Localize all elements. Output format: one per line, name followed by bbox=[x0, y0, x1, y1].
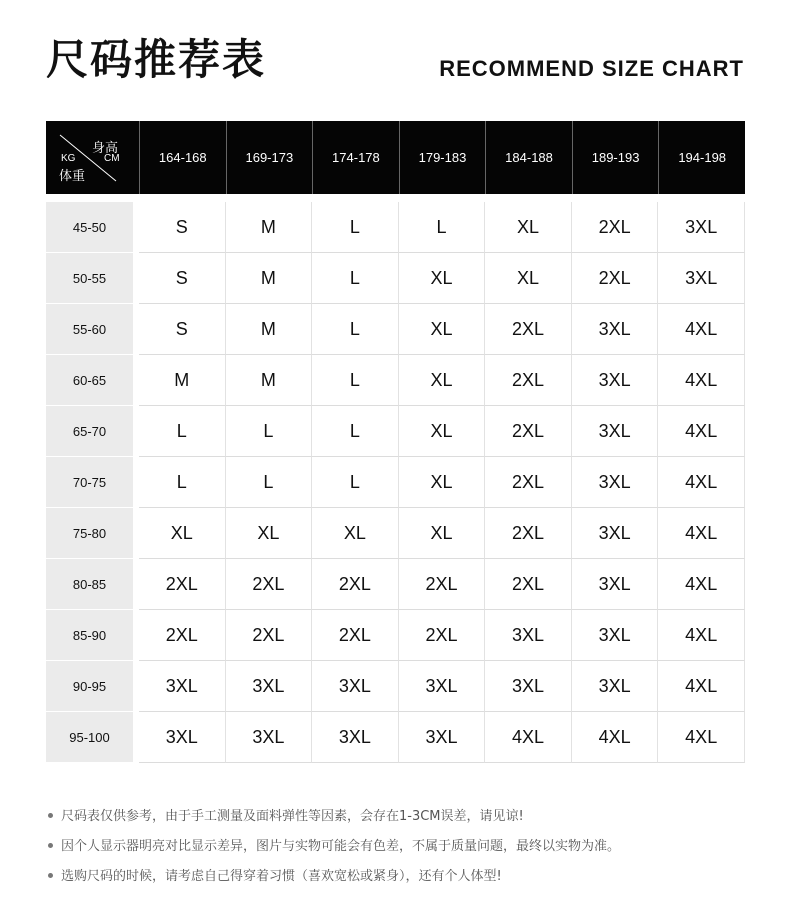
size-cell: XL bbox=[139, 508, 226, 559]
table-row bbox=[46, 661, 745, 712]
size-cell: 2XL bbox=[485, 304, 572, 355]
size-cell: L bbox=[226, 406, 313, 457]
size-cell: 3XL bbox=[572, 457, 659, 508]
table-row bbox=[46, 457, 745, 508]
size-cell: XL bbox=[485, 202, 572, 253]
page-title: 尺码推荐表 bbox=[46, 35, 267, 84]
height-column-header: 184-188 bbox=[485, 121, 572, 194]
size-cell: 2XL bbox=[485, 406, 572, 457]
size-cell: XL bbox=[312, 508, 399, 559]
size-cell: 3XL bbox=[485, 661, 572, 712]
weight-range-cell: 55-60 bbox=[46, 304, 139, 355]
size-cell: 2XL bbox=[399, 559, 486, 610]
bullet-icon bbox=[48, 843, 53, 848]
size-cell: M bbox=[226, 202, 313, 253]
size-cell: 3XL bbox=[226, 661, 313, 712]
size-cell: L bbox=[312, 202, 399, 253]
size-cell: 2XL bbox=[312, 610, 399, 661]
size-cell: 3XL bbox=[312, 712, 399, 763]
size-cell: L bbox=[312, 355, 399, 406]
size-cell: 4XL bbox=[658, 559, 745, 610]
note-text: 选购尺码的时候，请考虑自己得穿着习惯（喜欢宽松或紧身），还有个人体型! bbox=[61, 869, 502, 884]
size-cell: 3XL bbox=[572, 610, 659, 661]
table-row bbox=[46, 712, 745, 763]
size-cell: XL bbox=[399, 253, 486, 304]
size-cell: 3XL bbox=[658, 253, 745, 304]
size-cell: S bbox=[139, 253, 226, 304]
size-cell: L bbox=[139, 406, 226, 457]
size-cell: 2XL bbox=[139, 610, 226, 661]
size-cell: XL bbox=[485, 253, 572, 304]
size-cell: XL bbox=[399, 355, 486, 406]
notes-list bbox=[46, 802, 620, 892]
table-row bbox=[46, 253, 745, 304]
size-cell: 2XL bbox=[312, 559, 399, 610]
size-cell: L bbox=[139, 457, 226, 508]
size-cell: XL bbox=[399, 406, 486, 457]
table-row bbox=[46, 508, 745, 559]
size-cell: M bbox=[226, 253, 313, 304]
weight-unit: KG bbox=[61, 153, 76, 164]
size-cell: 2XL bbox=[572, 202, 659, 253]
table-row bbox=[46, 304, 745, 355]
size-cell: 3XL bbox=[399, 661, 486, 712]
size-cell: 4XL bbox=[485, 712, 572, 763]
size-cell: L bbox=[312, 406, 399, 457]
size-cell: XL bbox=[226, 508, 313, 559]
weight-range-cell: 60-65 bbox=[46, 355, 139, 406]
size-cell: 4XL bbox=[572, 712, 659, 763]
note-text: 因个人显示器明亮对比显示差异，图片与实物可能会有色差，不属于质量问题，最终以实物为准。 bbox=[61, 839, 621, 854]
table-row bbox=[46, 406, 745, 457]
size-cell: L bbox=[312, 457, 399, 508]
size-cell: M bbox=[226, 355, 313, 406]
bullet-icon bbox=[48, 873, 53, 878]
table-header-row bbox=[46, 121, 745, 194]
height-column-header: 179-183 bbox=[399, 121, 486, 194]
corner-header-cell bbox=[46, 121, 139, 194]
weight-range-cell: 45-50 bbox=[46, 202, 139, 253]
weight-range-cell: 95-100 bbox=[46, 712, 139, 763]
size-cell: XL bbox=[399, 304, 486, 355]
size-cell: S bbox=[139, 202, 226, 253]
note-item bbox=[46, 802, 620, 832]
size-cell: 2XL bbox=[485, 508, 572, 559]
size-cell: 3XL bbox=[658, 202, 745, 253]
size-cell: 3XL bbox=[226, 712, 313, 763]
table-row bbox=[46, 355, 745, 406]
height-column-header: 194-198 bbox=[658, 121, 745, 194]
height-column-header: 174-178 bbox=[312, 121, 399, 194]
size-cell: 2XL bbox=[139, 559, 226, 610]
size-cell: 2XL bbox=[485, 559, 572, 610]
page-subtitle: RECOMMEND SIZE CHART bbox=[439, 56, 744, 81]
size-cell: L bbox=[226, 457, 313, 508]
size-cell: 4XL bbox=[658, 304, 745, 355]
size-cell: 2XL bbox=[572, 253, 659, 304]
size-cell: L bbox=[312, 253, 399, 304]
weight-range-cell: 75-80 bbox=[46, 508, 139, 559]
table-row bbox=[46, 559, 745, 610]
size-cell: 2XL bbox=[485, 457, 572, 508]
size-cell: 2XL bbox=[226, 559, 313, 610]
size-cell: XL bbox=[399, 508, 486, 559]
table-row bbox=[46, 202, 745, 253]
weight-range-cell: 80-85 bbox=[46, 559, 139, 610]
size-cell: 3XL bbox=[572, 355, 659, 406]
table-row bbox=[46, 610, 745, 661]
size-cell: L bbox=[312, 304, 399, 355]
size-cell: 4XL bbox=[658, 712, 745, 763]
note-text: 尺码表仅供参考，由于手工测量及面料弹性等因素，会存在1-3CM误差，请见谅! bbox=[61, 809, 524, 824]
weight-range-cell: 50-55 bbox=[46, 253, 139, 304]
size-cell: 3XL bbox=[572, 559, 659, 610]
size-cell: 2XL bbox=[485, 355, 572, 406]
bullet-icon bbox=[48, 813, 53, 818]
weight-range-cell: 70-75 bbox=[46, 457, 139, 508]
size-cell: 3XL bbox=[572, 508, 659, 559]
note-item bbox=[46, 832, 620, 862]
weight-range-cell: 65-70 bbox=[46, 406, 139, 457]
size-cell: 3XL bbox=[139, 712, 226, 763]
height-column-header: 164-168 bbox=[139, 121, 226, 194]
height-unit: CM bbox=[104, 153, 120, 164]
size-chart-table bbox=[46, 121, 745, 763]
size-cell: 2XL bbox=[399, 610, 486, 661]
size-cell: XL bbox=[399, 457, 486, 508]
size-cell: 2XL bbox=[226, 610, 313, 661]
size-cell: 4XL bbox=[658, 508, 745, 559]
height-column-header: 189-193 bbox=[572, 121, 659, 194]
size-cell: 3XL bbox=[139, 661, 226, 712]
size-cell: S bbox=[139, 304, 226, 355]
size-cell: 3XL bbox=[399, 712, 486, 763]
size-cell: 4XL bbox=[658, 457, 745, 508]
size-cell: 3XL bbox=[572, 406, 659, 457]
size-cell: 3XL bbox=[485, 610, 572, 661]
weight-range-cell: 85-90 bbox=[46, 610, 139, 661]
size-cell: 3XL bbox=[572, 304, 659, 355]
size-cell: 4XL bbox=[658, 610, 745, 661]
height-label: 身高 bbox=[92, 141, 119, 156]
size-cell: 3XL bbox=[572, 661, 659, 712]
size-cell: L bbox=[399, 202, 486, 253]
size-cell: 3XL bbox=[312, 661, 399, 712]
note-item bbox=[46, 862, 620, 892]
size-cell: 4XL bbox=[658, 406, 745, 457]
size-cell: 4XL bbox=[658, 661, 745, 712]
size-cell: M bbox=[139, 355, 226, 406]
size-cell: M bbox=[226, 304, 313, 355]
height-column-header: 169-173 bbox=[226, 121, 313, 194]
weight-label: 体重 bbox=[59, 169, 86, 184]
weight-range-cell: 90-95 bbox=[46, 661, 139, 712]
table-body bbox=[46, 202, 745, 763]
size-cell: 4XL bbox=[658, 355, 745, 406]
